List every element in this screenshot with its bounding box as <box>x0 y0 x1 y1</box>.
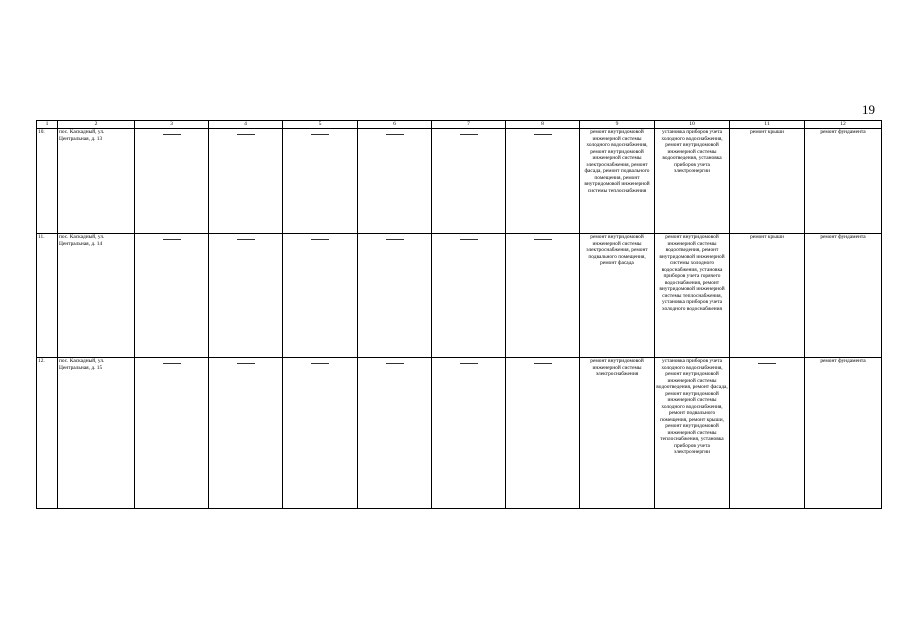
column-header-10: 10 <box>655 121 730 129</box>
work-cell-col12: ремонт фундамента <box>805 234 882 358</box>
empty-dash-cell <box>506 129 580 234</box>
work-cell-col11: ремонт крыши <box>730 129 805 234</box>
empty-dash-cell <box>506 234 580 358</box>
dash-mark <box>534 363 552 364</box>
dash-mark <box>311 363 329 364</box>
empty-dash-cell <box>283 358 358 509</box>
dash-mark <box>534 134 552 135</box>
dash-mark <box>311 134 329 135</box>
address-cell: пос. Каскадный, ул. Центральная, д. 14 <box>58 234 135 358</box>
capital-repair-table <box>36 120 882 509</box>
address-cell: пос. Каскадный, ул. Центральная, д. 13 <box>58 129 135 234</box>
dash-mark <box>163 363 181 364</box>
column-header-6: 6 <box>358 121 432 129</box>
column-header-12: 12 <box>805 121 882 129</box>
empty-dash-cell <box>432 234 506 358</box>
work-cell-col12: ремонт фундамента <box>805 129 882 234</box>
table-row <box>37 129 882 234</box>
empty-dash-cell <box>506 358 580 509</box>
row-number: 11. <box>37 234 58 358</box>
column-header-8: 8 <box>506 121 580 129</box>
row-number: 10. <box>37 129 58 234</box>
column-header-9: 9 <box>580 121 655 129</box>
empty-dash-cell <box>209 234 283 358</box>
dash-mark <box>386 239 404 240</box>
work-cell-col9: ремонт внутридомовой инженерной системы электроснабжения <box>580 358 655 509</box>
empty-dash-cell <box>135 129 209 234</box>
dash-mark <box>163 134 181 135</box>
work-cell-col10: установка приборов учета холодного водоснабжения, ремонт внутридомовой инженерной системы водоотведения, установка приборов учета электроэнергии <box>655 129 730 234</box>
empty-dash-cell <box>209 358 283 509</box>
dash-mark <box>460 134 478 135</box>
work-cell-col10: ремонт внутридомовой инженерной системы водоотведения, ремонт внутридомовой инженерной системы холодного водоснабжения, установка приборов учета горячего водоснабжения, ремонт внутридомовой инженерной системы теплоснабжения, установка приборов учета холодного водоснабжения <box>655 234 730 358</box>
column-header-2: 2 <box>58 121 135 129</box>
row-number: 12. <box>37 358 58 509</box>
dash-mark <box>311 239 329 240</box>
work-cell-col10: установка приборов учета холодного водоснабжения, ремонт внутридомовой инженерной системы водоотведения, ремонт фасада, ремонт внутридомовой инженерной системы холодного водоснабжения, ремонт подвального помещения, ремонт крыши, ремонт внутридомовой инженерной системы теплоснабжения, установка приборов учета электроэнергии <box>655 358 730 509</box>
dash-mark <box>386 363 404 364</box>
empty-dash-cell <box>358 129 432 234</box>
dash-mark <box>534 239 552 240</box>
dash-mark <box>460 363 478 364</box>
column-header-11: 11 <box>730 121 805 129</box>
empty-dash-cell <box>432 358 506 509</box>
work-cell-col11: ремонт крыши <box>730 234 805 358</box>
address-cell: пос. Каскадный, ул. Центральная, д. 15 <box>58 358 135 509</box>
column-header-1: 1 <box>37 121 58 129</box>
column-number-row <box>37 121 882 129</box>
page-number: 19 <box>862 102 875 117</box>
empty-dash-cell <box>135 358 209 509</box>
dash-mark <box>237 134 255 135</box>
work-cell-col12: ремонт фундамента <box>805 358 882 509</box>
dash-mark <box>758 363 776 364</box>
dash-mark <box>163 239 181 240</box>
empty-dash-cell <box>135 234 209 358</box>
empty-dash-cell <box>432 129 506 234</box>
column-header-5: 5 <box>283 121 358 129</box>
work-cell-col9: ремонт внутридомовой инженерной системы электроснабжения, ремонт подвального помещения, ремонт фасада <box>580 234 655 358</box>
table-row <box>37 358 882 509</box>
column-header-4: 4 <box>209 121 283 129</box>
dash-mark <box>460 239 478 240</box>
column-header-7: 7 <box>432 121 506 129</box>
table-row <box>37 234 882 358</box>
dash-mark <box>237 363 255 364</box>
dash-mark <box>237 239 255 240</box>
column-header-3: 3 <box>135 121 209 129</box>
empty-dash-cell <box>358 358 432 509</box>
work-cell-col9: ремонт внутридомовой инженерной системы холодного водоснабжения, ремонт внутридомовой инженерной системы электроснабжения, ремонт фасада, ремонт подвального помещения, ремонт внутридомовой инженерной системы теплоснабжения <box>580 129 655 234</box>
empty-dash-cell <box>358 234 432 358</box>
empty-dash-cell <box>283 129 358 234</box>
empty-dash-cell <box>283 234 358 358</box>
dash-mark <box>386 134 404 135</box>
empty-dash-cell <box>209 129 283 234</box>
empty-dash-cell <box>730 358 805 509</box>
